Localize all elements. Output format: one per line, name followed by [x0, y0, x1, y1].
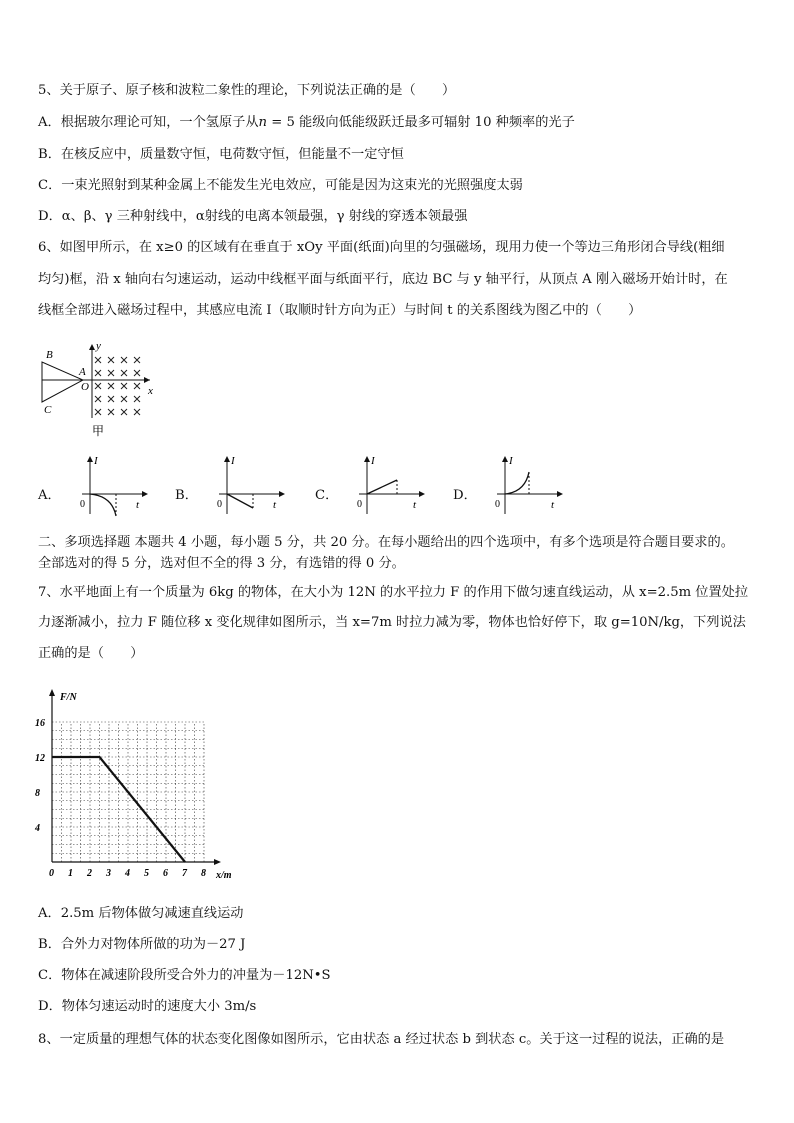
q5-option-d: D．α、β、γ 三种射线中，α射线的电离本领最强，γ 射线的穿透本领最强: [38, 209, 468, 224]
q7-option-d: D．物体匀速运动时的速度大小 3m/s: [38, 999, 257, 1014]
field-cross-mark: [121, 383, 127, 389]
i-axis-arrow: [364, 456, 370, 462]
q6-option-a-label: A．: [38, 488, 61, 503]
y-tick-label: 16: [35, 718, 45, 729]
i-axis-label: I: [371, 455, 375, 467]
triangle-frame: [42, 362, 83, 402]
label-y: y: [96, 340, 101, 352]
field-cross-mark: [134, 357, 140, 363]
q5-option-c: C．一束光照射到某种金属上不能发生光电效应，可能是因为这束光的光照强度太弱: [38, 178, 523, 193]
q6-option-b-graph: [209, 452, 289, 522]
figure-caption: 甲: [92, 424, 105, 438]
x-tick-label: 0: [49, 868, 54, 879]
origin-label: 0: [217, 499, 222, 510]
current-line: [227, 494, 253, 508]
current-curve: [90, 494, 116, 516]
q5-stem: 5、关于原子、原子核和波粒二象性的理论，下列说法正确的是（ ）: [38, 83, 456, 98]
field-cross-mark: [121, 409, 127, 415]
q7-option-b: B．合外力对物体所做的功为－27 J: [38, 937, 246, 952]
q6-option-a-graph: [72, 452, 152, 522]
field-cross-mark: [95, 370, 101, 376]
y-tick-label: 8: [35, 788, 40, 799]
q6-line3: 线框全部进入磁场过程中，其感应电流 I（取顺时针方向为正）与时间 t 的关系图线为图乙中的（ ）: [38, 303, 642, 318]
x-tick-label: 6: [163, 868, 168, 879]
q7-option-a: A．2.5m 后物体做匀减速直线运动: [38, 906, 244, 921]
y-axis-arrow: [49, 689, 55, 696]
q6-option-d-label: D．: [453, 488, 477, 503]
i-axis-arrow: [224, 456, 230, 462]
field-cross-mark: [95, 409, 101, 415]
field-cross-mark: [95, 383, 101, 389]
i-axis-label: I: [94, 455, 98, 467]
q6-option-c-graph: [349, 452, 429, 522]
q8-line1: 8、一定质量的理想气体的状态变化图像如图所示，它由状态 a 经过状态 b 到状态 c。关于这一过程的说法，正确的是: [38, 1032, 725, 1047]
x-axis-arrow: [144, 377, 150, 383]
field-cross-mark: [121, 357, 127, 363]
x-tick-label: 5: [144, 868, 149, 879]
label-x: x: [148, 385, 153, 397]
t-axis-label: t: [413, 499, 417, 511]
x-tick-label: 1: [68, 868, 73, 879]
field-cross-mark: [121, 396, 127, 402]
field-cross-mark: [121, 370, 127, 376]
q6-line2: 均匀)框，沿 x 轴向右匀速运动，运动中线框平面与纸面平行，底边 BC 与 y 轴平行，从顶点 A 刚入磁场开始计时，在: [38, 272, 728, 287]
q7-option-c: C．物体在减速阶段所受合外力的冲量为－12N•S: [38, 968, 331, 983]
field-cross-mark: [134, 409, 140, 415]
force-displacement-chart: [30, 686, 230, 881]
i-axis-arrow: [502, 456, 508, 462]
q6-figure-jia: [38, 340, 168, 440]
field-cross-mark: [108, 383, 114, 389]
label-a: A: [79, 366, 86, 378]
field-cross-mark: [108, 357, 114, 363]
origin-label: 0: [495, 499, 500, 510]
t-axis-arrow: [279, 491, 285, 497]
field-cross-mark: [134, 370, 140, 376]
x-axis-label: x/m: [216, 870, 232, 881]
i-axis-label: I: [509, 455, 513, 467]
q6-option-b-label: B．: [175, 488, 198, 503]
x-tick-label: 8: [201, 868, 206, 879]
q5-option-a-n: n: [258, 115, 268, 130]
y-tick-label: 12: [35, 753, 45, 764]
field-cross-mark: [134, 383, 140, 389]
q7-line2: 力逐渐减小，拉力 F 随位移 x 变化规律如图所示，当 x=7m 时拉力减为零，物体也恰好停下，取 g=10N/kg，下列说法: [38, 615, 746, 630]
y-tick-label: 4: [35, 823, 40, 834]
t-axis-arrow: [419, 491, 425, 497]
y-axis-label: F/N: [60, 692, 77, 703]
q6-line1: 6、如图甲所示，在 x≥0 的区域有在垂直于 xOy 平面(纸面)向里的匀强磁场，现用力使一个等边三角形闭合导线(粗细: [38, 240, 725, 255]
q5-option-a: [38, 114, 760, 132]
x-axis-arrow: [214, 859, 221, 865]
current-line: [367, 480, 397, 494]
field-cross-mark: [108, 396, 114, 402]
origin-label: 0: [80, 499, 85, 510]
t-axis-label: t: [136, 499, 140, 511]
field-cross-mark: [108, 409, 114, 415]
q5-option-a-post: = 5 能级向低能级跃迁最多可辐射 10 种频率的光子: [267, 115, 575, 130]
q7-line3: 正确的是（ ）: [38, 646, 144, 661]
q5-option-b: B．在核反应中，质量数守恒，电荷数守恒，但能量不一定守恒: [38, 147, 404, 162]
t-axis-label: t: [273, 499, 277, 511]
q5-option-a-pre: A．根据玻尔理论可知，一个氢原子从: [38, 115, 259, 130]
y-axis-arrow: [89, 344, 95, 350]
x-tick-label: 3: [106, 868, 111, 879]
x-tick-label: 4: [125, 868, 130, 879]
q6-option-d-graph: [487, 452, 567, 522]
label-b: B: [46, 349, 53, 361]
section2-line1: 二、多项选择题 本题共 4 小题，每小题 5 分，共 20 分。在每小题给出的四个选项中，有多个选项是符合题目要求的。: [38, 535, 734, 550]
t-axis-arrow: [557, 491, 563, 497]
label-c: C: [44, 404, 52, 416]
field-cross-mark: [95, 396, 101, 402]
i-axis-arrow: [87, 456, 93, 462]
origin-label: 0: [357, 499, 362, 510]
t-axis-arrow: [142, 491, 148, 497]
current-curve: [505, 472, 529, 494]
field-cross-mark: [95, 357, 101, 363]
t-axis-label: t: [551, 499, 555, 511]
x-tick-label: 2: [87, 868, 92, 879]
field-cross-mark: [134, 396, 140, 402]
field-cross-mark: [108, 370, 114, 376]
magnetic-field-crosses: [95, 357, 140, 415]
label-o: O: [81, 381, 89, 393]
x-tick-label: 7: [182, 868, 187, 879]
q6-option-c-label: C．: [315, 488, 339, 503]
section2-line2: 全部选对的得 5 分，选对但不全的得 3 分，有选错的得 0 分。: [38, 556, 405, 571]
i-axis-label: I: [231, 455, 235, 467]
q7-line1: 7、水平地面上有一个质量为 6kg 的物体，在大小为 12N 的水平拉力 F 的作用下做匀速直线运动，从 x=2.5m 位置处拉: [38, 585, 749, 600]
